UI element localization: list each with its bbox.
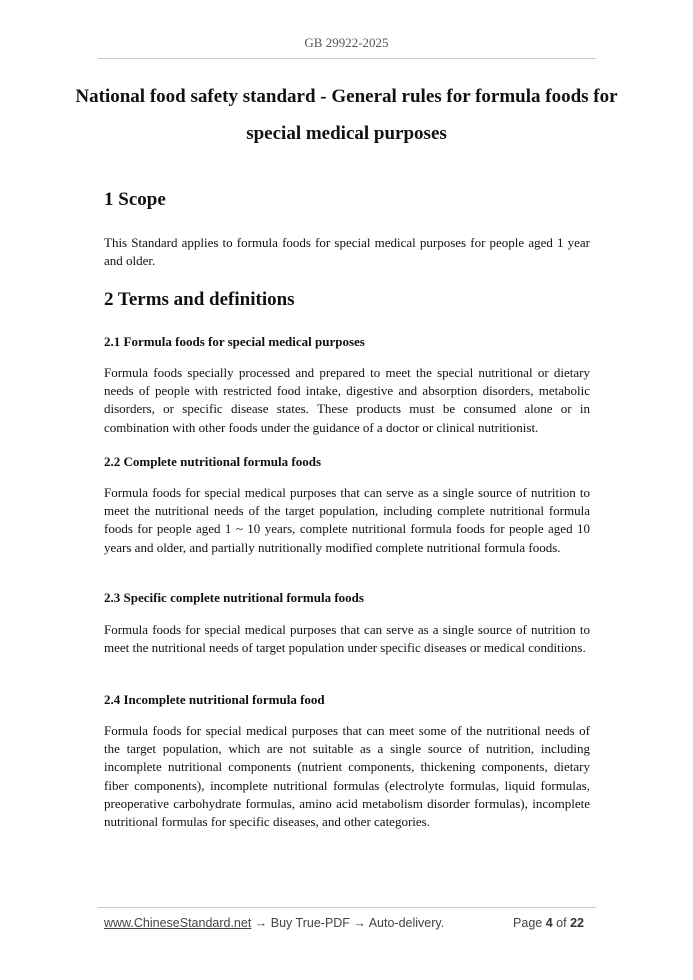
document-header-id: GB 29922-2025 (304, 35, 389, 50)
total-pages: 22 (570, 916, 584, 930)
document-title: National food safety standard - General rules for formula foods for special medical purposes (75, 86, 618, 144)
term-paragraph-2-2: Formula foods for special medical purposes that can serve as a single source of nutrition to meet the nutritional needs of the target population, including complete nutritional formula foods for people aged 1 ~ 10 years, complete nutritional formula foods for people aged 10 years and older, and partially nutritionally modified complete nutritional formula foods. (104, 485, 590, 555)
section-heading-terms: 2 Terms and definitions (104, 289, 295, 310)
page-footer (104, 916, 584, 930)
website-link[interactable]: www.ChineseStandard.net (104, 916, 252, 930)
term-heading-2-2: 2.2 Complete nutritional formula foods (104, 454, 322, 469)
page-label: Page (513, 916, 543, 930)
footer-divider (98, 907, 596, 908)
current-page: 4 (545, 916, 553, 930)
term-heading-2-3: 2.3 Specific complete nutritional formula foods (104, 590, 364, 605)
term-paragraph-2-3: Formula foods for special medical purposes that can serve as a single source of nutrition to meet the nutritional needs of target population under specific diseases or medical conditions. (104, 622, 590, 656)
term-paragraph-2-4: Formula foods for special medical purposes that can meet some of the nutritional needs of the target population, which are not suitable as a single source of nutrition, including incomplete nutritional components (nutrient components, thickening components, dietary fiber components), incomplete nutritional formulas (electrolyte formulas, liquid formulas, preoperative carbohydrate formulas, amino acid metabolism disorder formulas), incomplete nutritional formulas for specific diseases, and other categories. (104, 723, 590, 830)
scope-paragraph: This Standard applies to formula foods for special medical purposes for people aged 1 year and older. (104, 235, 590, 269)
term-paragraph-2-1: Formula foods specially processed and prepared to meet the special nutritional or dietary needs of people with restricted food intake, digestive and absorption disorders, metabolic disorders, or specific disease states. These products must be consumed alone or in combination with other foods under the guidance of a doctor or clinical nutritionist. (104, 365, 590, 435)
header-divider (98, 58, 596, 59)
page-number (513, 916, 584, 930)
term-heading-2-1: 2.1 Formula foods for special medical purposes (104, 334, 365, 349)
footer-promo: → Buy True-PDF → Auto-delivery. (251, 916, 445, 930)
section-heading-scope: 1 Scope (104, 189, 166, 210)
of-label: of (556, 916, 567, 930)
term-heading-2-4: 2.4 Incomplete nutritional formula food (104, 692, 325, 707)
